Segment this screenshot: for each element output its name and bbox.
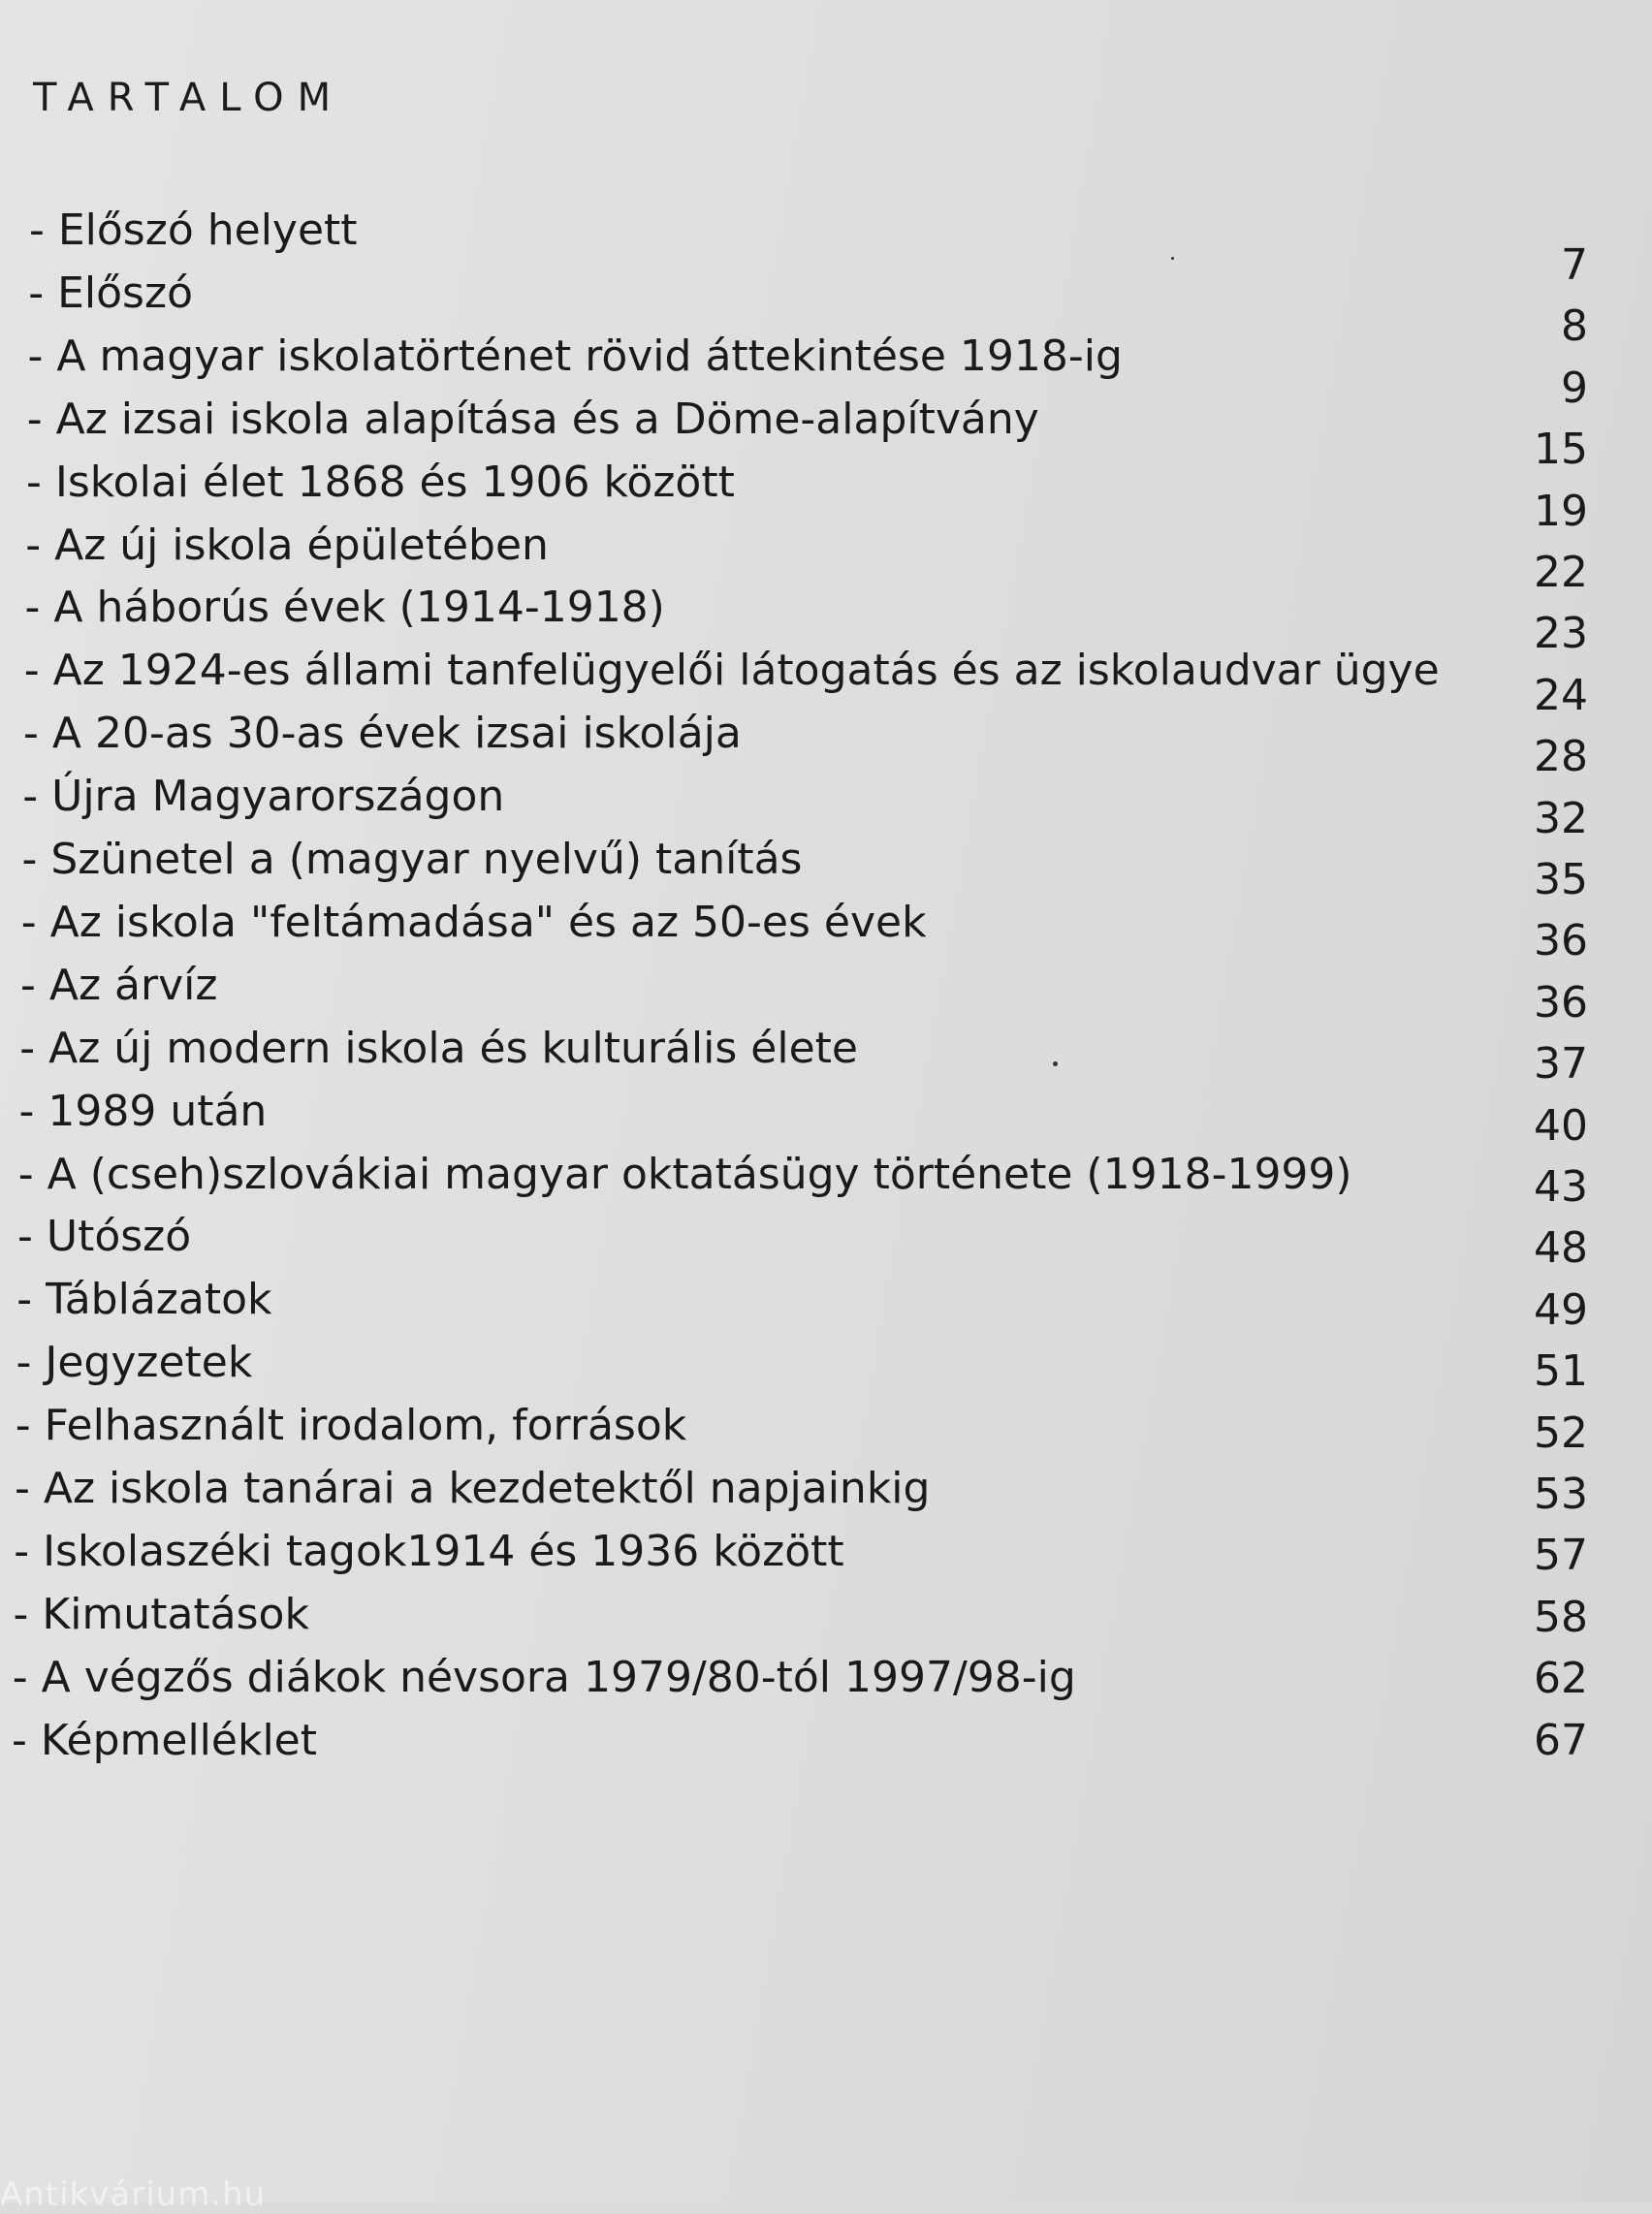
toc-entry-page-number: 53	[1534, 1470, 1588, 1519]
toc-entry-title: - A magyar iskolatörténet rövid áttekintése 1918-ig	[27, 331, 1123, 381]
toc-entry-page-number: 8	[1561, 301, 1588, 352]
toc-entry-page-number: 35	[1534, 855, 1588, 904]
toc-entry-title: - Jegyzetek	[16, 1338, 253, 1388]
toc-entry-title: - Táblázatok	[16, 1275, 272, 1325]
toc-entry-title: - Az új iskola épületében	[25, 520, 549, 570]
toc-entry-title: - Előszó helyett	[29, 206, 358, 255]
toc-entry-title: - Iskolaszéki tagok1914 és 1936 között	[14, 1526, 844, 1576]
toc-entry-title: - Szünetel a (magyar nyelvű) tanítás	[21, 835, 803, 884]
toc-entry-page-number: 7	[1561, 240, 1588, 290]
toc-entry-page-number: 49	[1534, 1284, 1588, 1335]
toc-entry-page-number: 52	[1534, 1407, 1588, 1458]
toc-entry-page-number: 48	[1534, 1223, 1588, 1274]
toc-entry-page-number: 37	[1534, 1039, 1588, 1090]
toc-entry-title: - Az izsai iskola alapítása és a Döme-alapítvány	[26, 394, 1039, 444]
toc-entry-title: - Előszó	[28, 268, 193, 318]
toc-entry-title: - Az iskola tanárai a kezdetektől napjainkig	[15, 1464, 931, 1513]
toc-entry-page-number: 19	[1534, 486, 1588, 536]
toc-entry-page-number: 15	[1534, 425, 1588, 475]
toc-entry-page-number: 58	[1534, 1592, 1588, 1642]
toc-entry-page-number: 23	[1534, 609, 1588, 659]
toc-entry-page-number: 28	[1534, 732, 1588, 782]
toc-entry-title: - Képmelléklet	[12, 1715, 318, 1765]
toc-entry-title: - Felhasznált irodalom, források	[15, 1401, 687, 1451]
toc-entry-page-number: 24	[1534, 670, 1588, 720]
toc-entry-page-number: 43	[1534, 1162, 1588, 1212]
toc-entry-page-number: 67	[1534, 1715, 1588, 1765]
toc-entry-title: - Az árvíz	[20, 960, 218, 1010]
print-speck	[1171, 257, 1174, 260]
toc-entry-page-number: 32	[1534, 793, 1588, 843]
toc-entry-page-number: 57	[1534, 1531, 1588, 1581]
toc-entry-page-number: 36	[1534, 916, 1588, 966]
toc-entry-title: - A háborús évek (1914-1918)	[24, 583, 665, 633]
toc-entry-page-number: 40	[1534, 1100, 1588, 1151]
toc-entry-title: - Az új modern iskola és kulturális élete	[19, 1023, 858, 1073]
toc-entry-page-number: 9	[1561, 363, 1588, 413]
toc-entry-title: - Az 1924-es állami tanfelügyelői látogatás és az iskolaudvar ügye	[23, 646, 1440, 696]
toc-entry-page-number: 22	[1534, 548, 1588, 597]
toc-entry-title: - A végzős diákok névsora 1979/80-tól 1997/98-ig	[12, 1652, 1076, 1702]
contents-heading: TARTALOM	[33, 76, 345, 120]
toc-entry-title: - 1989 után	[18, 1086, 268, 1136]
toc-entry-title: - A (cseh)szlovákiai magyar oktatásügy története (1918-1999)	[17, 1149, 1352, 1199]
toc-entry-title: - A 20-as 30-as évek izsai iskolája	[23, 709, 742, 759]
toc-entry-page-number: 62	[1534, 1654, 1588, 1704]
toc-entry-title: - Az iskola "feltámadása" és az 50-es évek	[20, 897, 927, 947]
toc-entry-title: - Iskolai élet 1868 és 1906 között	[26, 457, 735, 507]
toc-entry-title: - Kimutatások	[13, 1589, 309, 1639]
toc-entry-title: - Utószó	[17, 1212, 192, 1262]
toc-entry-page-number: 36	[1534, 977, 1588, 1028]
toc-entry-title: - Újra Magyarországon	[22, 772, 505, 822]
watermark: Antikvárium.hu	[0, 2175, 267, 2214]
toc-entry-page-number: 51	[1534, 1346, 1588, 1397]
print-speck	[1053, 1061, 1058, 1066]
